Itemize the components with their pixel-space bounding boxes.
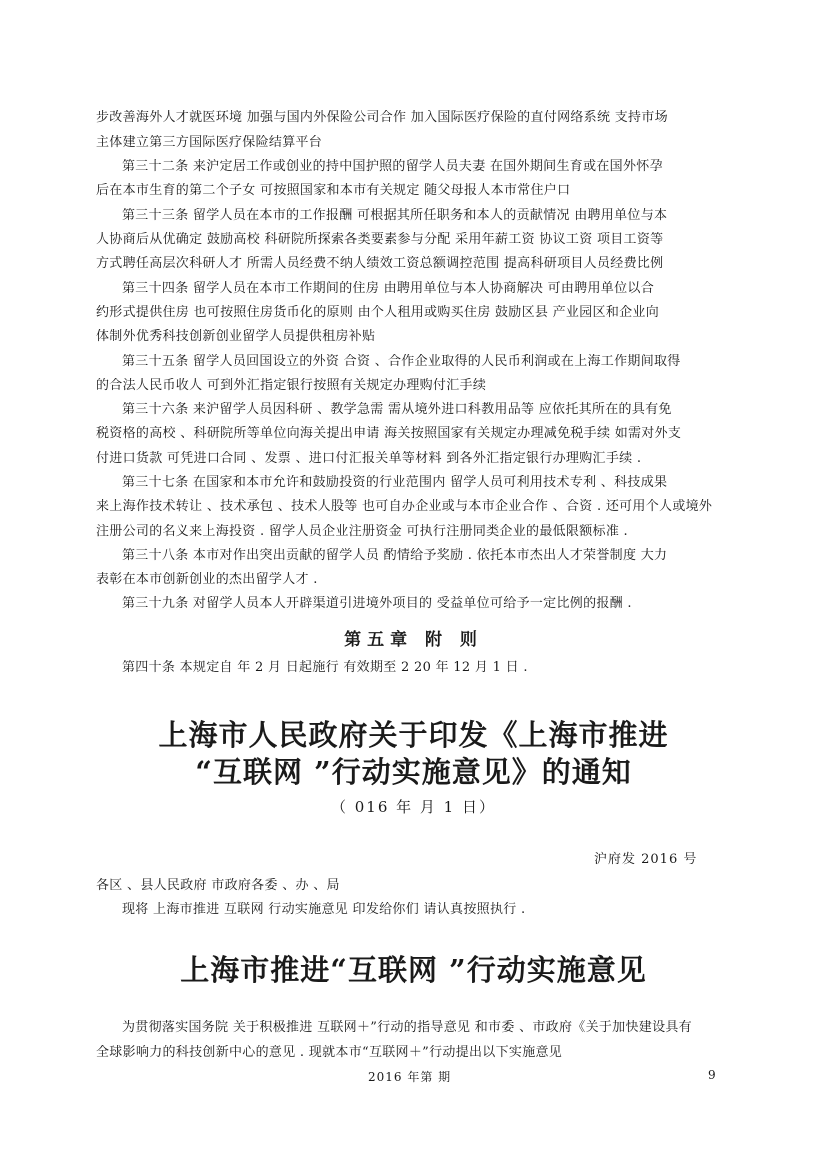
article-32-line: 后在本市生育的第二个子女 可按照国家和本市有关规定 随父母报人本市常住户口 [96, 183, 571, 198]
notice-title-line-1: 上海市人民政府关于印发《上海市推进 [158, 718, 669, 752]
article-37-line: 第三十七条 在国家和本市允许和鼓励投资的行业范围内 留学人员可利用技术专利 、科技成果 [122, 475, 668, 490]
paragraph-line: 步改善海外人才就医环境 加强与国内外保险公司合作 加入国际医疗保险的直付网络系统 支持市场 [96, 110, 668, 125]
article-40-line: 第四十条 本规定自 年 2 月 日起施行 有效期至 2 20 年 12 月 1 日 . [122, 660, 528, 675]
article-32-line: 第三十二条 来沪定居工作或创业的持中国护照的留学人员夫妻 在国外期间生育或在国外怀孕 [122, 159, 663, 174]
notice-title-line-2: “互联网 ”行动实施意见》的通知 [195, 755, 632, 789]
recipients-line: 各区 、县人民政府 市政府各委 、办 、局 [96, 878, 340, 893]
article-33-line: 人协商后从优确定 鼓励高校 科研院所探索各类要素参与分配 采用年薪工资 协议工资 项目工资等 [96, 232, 664, 247]
article-36-line: 税资格的高校 、科研院所等单位向海关提出申请 海关按照国家有关规定办理减免税手续 如需对外支 [96, 426, 682, 441]
article-35-line: 第三十五条 留学人员回国设立的外资 合资 、合作企业取得的人民币利润或在上海工作期间取得 [122, 354, 681, 369]
paragraph-line: 主体建立第三方国际医疗保险结算平台 [96, 135, 323, 150]
article-37-line: 注册公司的名义来上海投资 . 留学人员企业注册资金 可执行注册同类企业的最低限额标准 . [96, 524, 628, 539]
notice-date: （ 016 年 月 1 日） [330, 798, 496, 816]
opinion-intro-line: 全球影响力的科技创新中心的意见 . 现就本市“互联网＋”行动提出以下实施意见 [96, 1045, 563, 1060]
article-38-line: 表彰在本市创新创业的杰出留学人才 . [96, 572, 318, 587]
chapter-heading: 第五章 附 则 [344, 630, 483, 650]
article-34-line: 约形式提供住房 也可按照住房货币化的原则 由个人租用或购买住房 鼓励区县 产业园区和企业向 [96, 305, 660, 320]
document-number: 沪府发 2016 号 [594, 852, 698, 867]
article-37-line: 来上海作技术转让 、技术承包 、技术人股等 也可自办企业或与本市企业合作 、合资 . 还可用个人或境外 [96, 499, 713, 514]
notice-body-line: 现将 上海市推进 互联网 行动实施意见 印发给你们 请认真按照执行 . [122, 902, 526, 917]
article-38-line: 第三十八条 本市对作出突出贡献的留学人员 酌情给予奖励 . 依托本市杰出人才荣誉制度 大力 [122, 548, 668, 563]
article-33-line: 第三十三条 留学人员在本市的工作报酬 可根据其所任职务和本人的贡献情况 由聘用单位与本 [122, 208, 668, 223]
article-34-line: 第三十四条 留学人员在本市工作期间的住房 由聘用单位与本人协商解决 可由聘用单位以合 [122, 281, 654, 296]
opinion-title: 上海市推进“互联网 ”行动实施意见 [180, 953, 647, 987]
article-36-line: 第三十六条 来沪留学人员因科研 、教学急需 需从境外进口科教用品等 应依托其所在的具有免 [122, 402, 672, 417]
page-number: 9 [708, 1068, 716, 1082]
article-33-line: 方式聘任高层次科研人才 所需人员经费不纳人绩效工资总额调控范围 提高科研项目人员经费比例 [96, 256, 664, 271]
footer-issue: 2016 年第 期 [368, 1070, 452, 1084]
article-39-line: 第三十九条 对留学人员本人开辟渠道引进境外项目的 受益单位可给予一定比例的报酬 . [122, 596, 632, 611]
article-35-line: 的合法人民币收人 可到外汇指定银行按照有关规定办理购付汇手续 [96, 378, 487, 393]
opinion-intro-line: 为贯彻落实国务院 关于积极推进 互联网＋”行动的指导意见 和市委 、市政府《关于加快建设具有 [122, 1020, 692, 1035]
article-36-line: 付进口货款 可凭进口合同 、发票 、进口付汇报关单等材料 到各外汇指定银行办理购汇手续 . [96, 451, 642, 466]
article-34-line: 体制外优秀科技创新创业留学人员提供租房补贴 [96, 329, 376, 344]
